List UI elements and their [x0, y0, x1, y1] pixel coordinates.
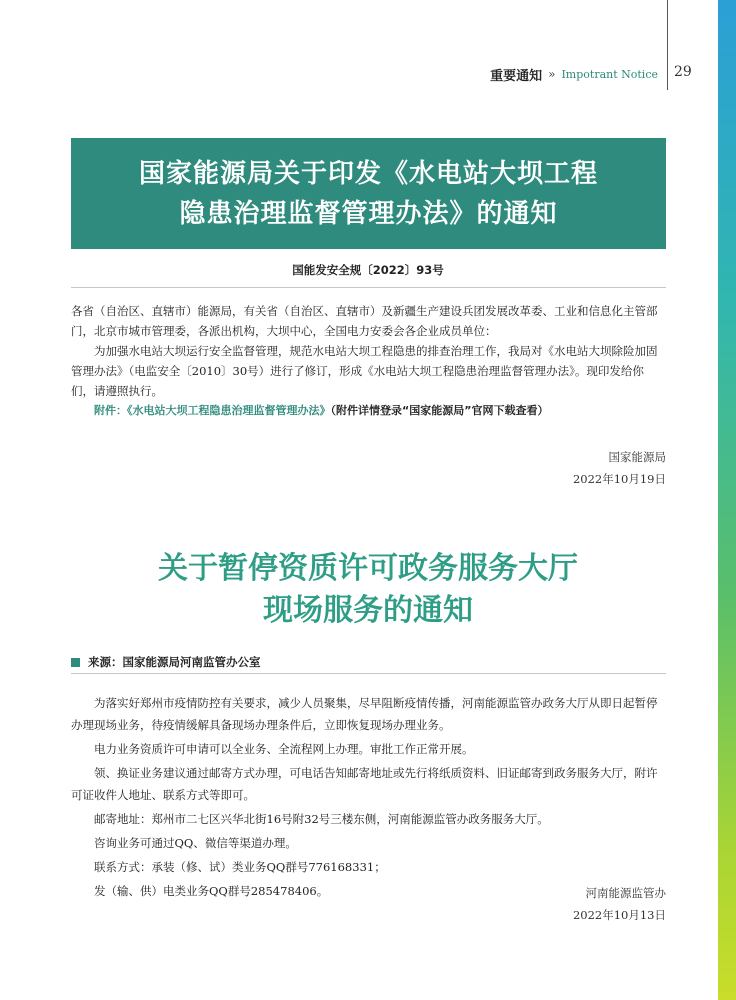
attachment-label: 附件：《水电站大坝工程隐患治理监督管理办法》: [94, 404, 331, 417]
notice2-paragraph: 联系方式：承装（修、试）类业务QQ群号776168331；: [94, 860, 386, 874]
notice2-paragraph: 电力业务资质许可申请可以全业务、全流程网上办理。审批工作正常开展。: [94, 742, 474, 756]
notice2-paragraph: 邮寄地址：郑州市二七区兴华北街16号附32号三楼东侧，河南能源监管办政务服务大厅。: [94, 812, 549, 826]
notice1-title-line2: 隐患治理监督管理办法》的通知: [179, 198, 558, 229]
divider-rule: [71, 673, 666, 674]
notice2-paragraph: 发（输、供）电类业务QQ群号285478406。: [94, 884, 329, 898]
notice2-body: [71, 692, 666, 904]
section-title-cn: 重要通知: [490, 68, 543, 84]
color-gradient-sidebar: [718, 0, 736, 1000]
attachment-line: [71, 401, 666, 421]
square-bullet-icon: [71, 658, 80, 667]
page-number: 29: [674, 64, 692, 80]
header-divider: [667, 0, 668, 90]
notice2-signer: 河南能源监管办: [585, 886, 666, 900]
notice2-date: 2022年10月13日: [572, 908, 666, 922]
notice2-paragraph: 为落实好郑州市疫情防控有关要求，减少人员聚集，尽早阻断疫情传播，河南能源监管办政务大厅从即日起暂停办理现场业务，待疫情缓解具备现场办理条件后，立即恢复现场办理业务。: [71, 696, 658, 732]
notice2-source: [71, 654, 261, 670]
notice2-title: [0, 548, 736, 632]
notice2-title-line2: 现场服务的通知: [263, 593, 473, 628]
divider-rule: [71, 287, 666, 288]
notice1-signer: 国家能源局: [608, 450, 666, 464]
notice1-body: [71, 301, 666, 421]
page-header: [490, 64, 658, 84]
notice1-date: 2022年10月19日: [572, 472, 666, 486]
notice1-signature: [573, 446, 666, 490]
notice2-title-line1: 关于暂停资质许可政务服务大厅: [158, 551, 578, 586]
notice1-paragraph: 为加强水电站大坝运行安全监督管理，规范水电站大坝工程隐患的排查治理工作，我局对《水电站大坝除险加固管理办法》（电监安全〔2010〕30号）进行了修订，形成《水电站大坝工程隐患治理监督管理办法》。现印发给你们，请遵照执行。: [71, 344, 658, 398]
notice2-paragraph: 咨询业务可通过QQ、微信等渠道办理。: [94, 836, 297, 850]
notice2-source-text: 来源：国家能源局河南监管办公室: [88, 655, 261, 669]
notice2-signature: [573, 882, 666, 926]
chevron-icon: »: [548, 67, 556, 81]
notice2-paragraph: 领、换证业务建议通过邮寄方式办理，可电话告知邮寄地址或先行将纸质资料、旧证邮寄到政务服务大厅，附许可证收件人地址、联系方式等即可。: [71, 766, 658, 802]
attachment-note: （附件详情登录“国家能源局”官网下载查看）: [330, 404, 549, 417]
doc-number: 国能发安全规〔2022〕93号: [292, 263, 444, 277]
notice1-title-banner: [71, 138, 666, 249]
notice1-addressees: 各省（自治区、直辖市）能源局，有关省（自治区、直辖市）及新疆生产建设兵团发展改革委、工业和信息化主管部门，北京市城市管理委，各派出机构，大坝中心，全国电力安委会各企业成员单位：: [71, 304, 658, 338]
notice1-title-line1: 国家能源局关于印发《水电站大坝工程: [138, 158, 598, 189]
section-title-en: Impotrant Notice: [561, 67, 658, 81]
